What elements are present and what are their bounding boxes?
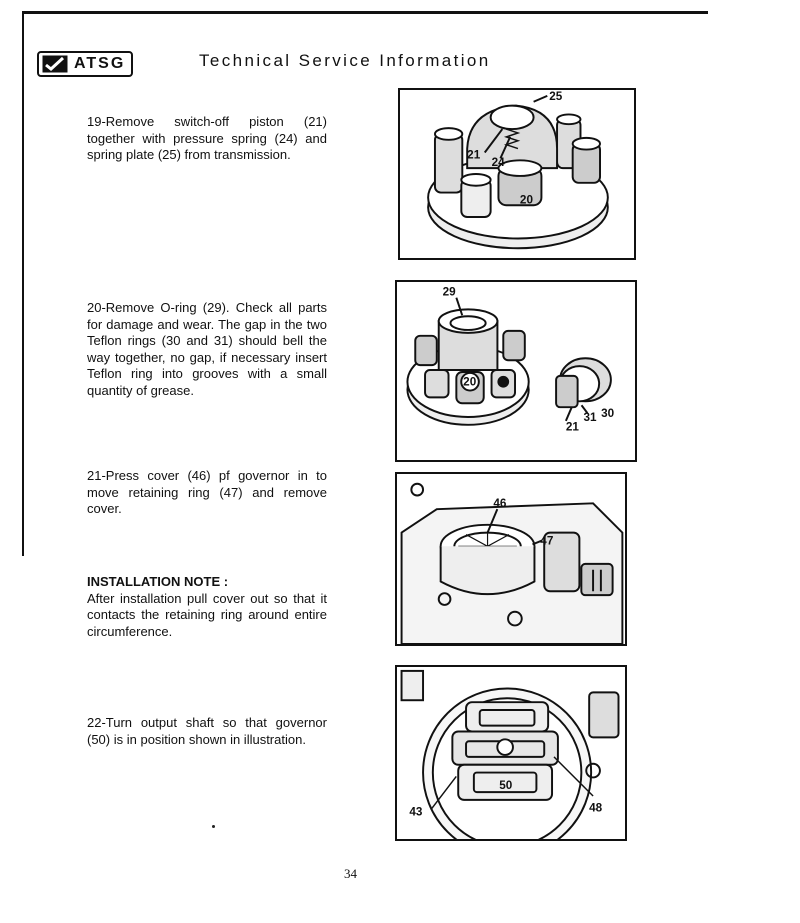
installation-note-heading: INSTALLATION NOTE : <box>87 574 229 589</box>
installation-note-text: After installation pull cover out so that it contacts the retaining ring around entire circumference. <box>87 590 327 639</box>
step-21-text: 21-Press cover (46) pf governor in to move retaining ring (47) and remove cover. <box>87 468 327 516</box>
figure-4-callout-50: 50 <box>499 779 513 793</box>
atsg-logo <box>37 51 133 77</box>
figure-o-ring-teflon <box>395 280 637 462</box>
step-19-text: 19-Remove switch-off piston (21) together with pressure spring (24) and spring plate (25) from transmission. <box>87 114 327 162</box>
step-22 <box>87 715 327 748</box>
figure-switch-off-piston <box>398 88 636 260</box>
figure-4-callout-43: 43 <box>409 805 423 819</box>
figure-governor-cover <box>395 472 627 646</box>
figure-1-callout-24: 24 <box>491 156 505 170</box>
figure-2-callout-29: 29 <box>442 285 456 299</box>
logo-check-icon <box>42 55 68 73</box>
figure-2-callout-31: 31 <box>583 410 597 424</box>
figure-1-callout-25: 25 <box>549 90 563 103</box>
figure-governor-position <box>395 665 627 841</box>
step-20 <box>87 300 327 399</box>
figure-2-callout-20: 20 <box>463 375 477 389</box>
step-22-text: 22-Turn output shaft so that governor (50) is in position shown in illustration. <box>87 715 327 747</box>
figure-2-callout-21: 21 <box>565 420 579 434</box>
top-rule <box>22 11 708 14</box>
step-19 <box>87 114 327 164</box>
step-21 <box>87 468 327 518</box>
installation-note <box>87 574 327 640</box>
scan-speck <box>212 825 215 828</box>
figure-governor-cover-drawing <box>397 474 625 644</box>
logo-text: ATSG <box>74 55 126 72</box>
figure-switch-off-piston-drawing <box>400 90 634 258</box>
figure-o-ring-teflon-drawing <box>397 282 635 460</box>
figure-3-callout-47: 47 <box>540 534 554 548</box>
left-rule <box>22 11 24 556</box>
figure-1-callout-21: 21 <box>467 148 481 162</box>
figure-3-callout-46: 46 <box>493 497 507 511</box>
figure-2-callout-30: 30 <box>601 406 615 420</box>
figure-1-callout-20: 20 <box>519 193 533 207</box>
step-20-text: 20-Remove O-ring (29). Check all parts for damage and wear. The gap in the two Teflon rings (30 and 31) should bell the way together, no gap, if necessary insert Teflon ring into grooves with a small quantity of grease. <box>87 300 327 398</box>
figure-governor-position-drawing <box>397 667 625 839</box>
figure-4-callout-48: 48 <box>589 801 603 815</box>
page-number: 34 <box>344 866 357 881</box>
page-title: Technical Service Information <box>199 51 491 70</box>
